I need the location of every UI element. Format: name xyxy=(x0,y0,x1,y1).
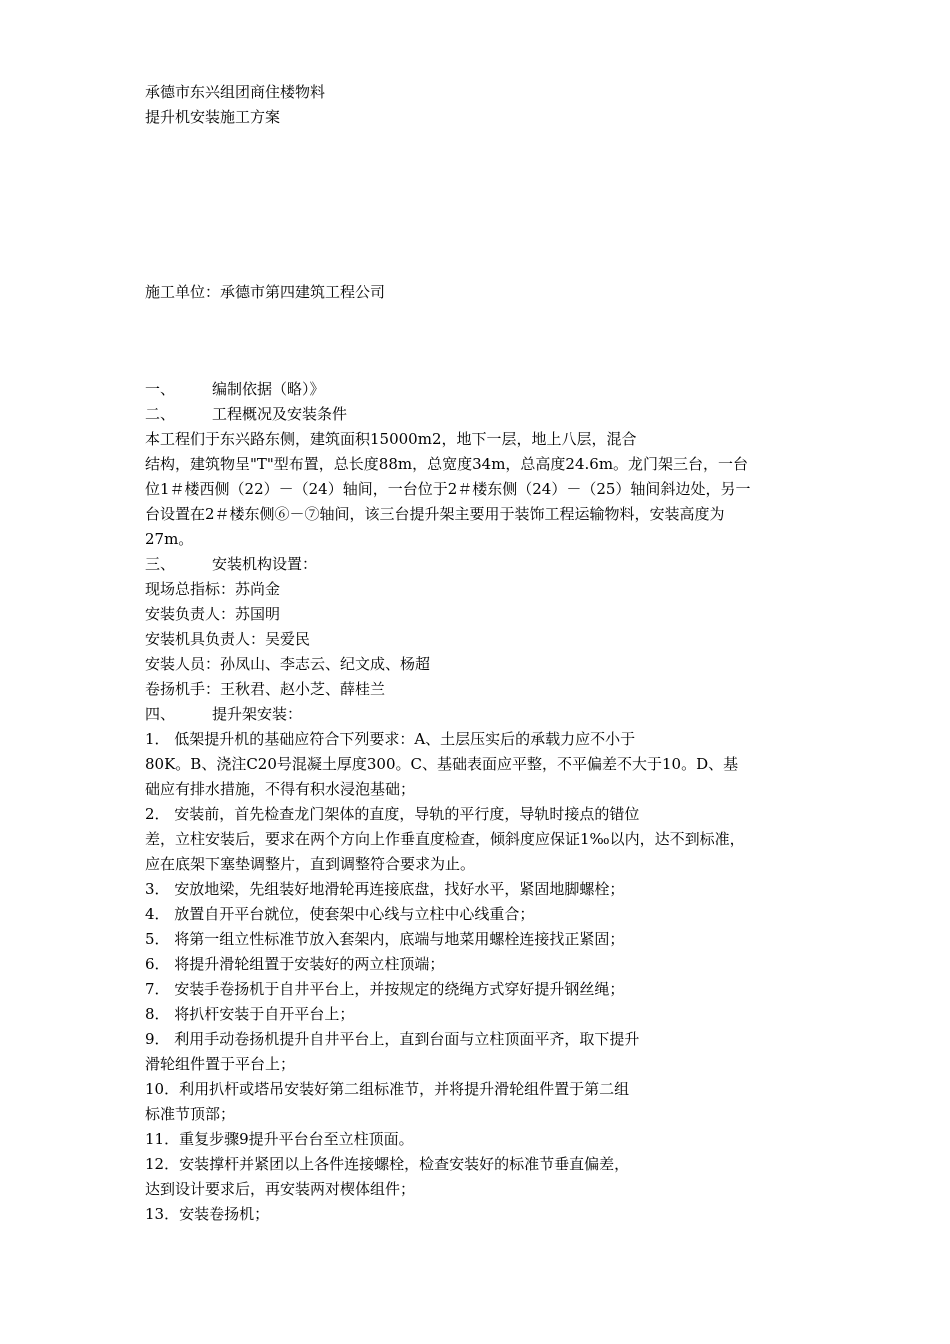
overview-line: 27m。 xyxy=(145,530,194,548)
staff-item: 安装机具负责人：吴爱民 xyxy=(145,630,311,648)
step-line: 11．重复步骤9提升平台台至立柱顶面。 xyxy=(145,1130,414,1148)
document-title-line-2: 提升机安装施工方案 xyxy=(145,108,281,126)
step-line: 6． 将提升滑轮组置于安装好的两立柱顶端； xyxy=(145,955,445,973)
section-heading-2 xyxy=(145,402,825,427)
section-number: 一、 xyxy=(145,380,176,398)
overview-line: 结构，建筑物呈"T"型布置，总长度88m，总宽度34m，总高度24.6m。龙门架三台，一台 xyxy=(145,455,749,473)
step-line: 13．安装卷扬机； xyxy=(145,1205,270,1223)
staff-item: 卷扬机手：王秋君、赵小芝、薛桂兰 xyxy=(145,680,386,698)
staff-item: 安装人员：孙凤山、李志云、纪文成、杨超 xyxy=(145,655,431,673)
step-line: 1． 低架提升机的基础应符合下列要求：A、土层压实后的承载力应不小于 xyxy=(145,730,636,748)
step-line: 3． 安放地梁，先组装好地滑轮再连接底盘，找好水平，紧固地脚螺栓； xyxy=(145,880,625,898)
section-label: 安装机构设置： xyxy=(212,555,318,573)
step-line: 滑轮组件置于平台上； xyxy=(145,1055,296,1073)
step-line: 应在底架下塞垫调整片，直到调整符合要求为止。 xyxy=(145,855,476,873)
step-line: 4． 放置自开平台就位，使套架中心线与立柱中心线重合； xyxy=(145,905,535,923)
construction-unit: 施工单位：承德市第四建筑工程公司 xyxy=(145,283,386,301)
step-line: 2． 安装前，首先检查龙门架体的直度，导轨的平行度，导轨时接点的错位 xyxy=(145,805,640,823)
section-number: 四、 xyxy=(145,705,176,723)
step-line: 9． 利用手动卷扬机提升自井平台上，直到台面与立柱顶面平齐，取下提升 xyxy=(145,1030,640,1048)
section-number: 三、 xyxy=(145,555,176,573)
step-line: 差，立柱安装后，要求在两个方向上作垂直度检查，倾斜度应保证1‰以内，达不到标准， xyxy=(145,830,745,848)
section-heading-1 xyxy=(145,377,825,402)
step-line: 5． 将第一组立性标准节放入套架内，底端与地菜用螺栓连接找正紧固； xyxy=(145,930,625,948)
step-line: 达到设计要求后，再安装两对楔体组件； xyxy=(145,1180,416,1198)
section-label: 工程概况及安装条件 xyxy=(212,405,348,423)
section-heading-3 xyxy=(145,552,825,577)
step-line: 10．利用扒杆或塔吊安装好第二组标准节，并将提升滑轮组件置于第二组 xyxy=(145,1080,630,1098)
overview-line: 台设置在2＃楼东侧⑥－⑦轴间，该三台提升架主要用于装饰工程运输物料，安装高度为 xyxy=(145,505,725,523)
section-heading-4 xyxy=(145,702,825,727)
document-body xyxy=(145,377,825,1227)
staff-item: 现场总指标：苏尚金 xyxy=(145,580,281,598)
staff-item: 安装负责人：苏国明 xyxy=(145,605,281,623)
section-label: 编制依据（略）》 xyxy=(212,380,325,398)
step-line: 80K。B、浇注C20号混凝土厚度300。C、基础表面应平整，不平偏差不大于10。D、基 xyxy=(145,755,739,773)
section-number: 二、 xyxy=(145,405,176,423)
step-line: 标准节顶部； xyxy=(145,1105,236,1123)
step-line: 7． 安装手卷扬机于自井平台上，并按规定的绕绳方式穿好提升钢丝绳； xyxy=(145,980,625,998)
step-line: 础应有排水措施，不得有积水浸泡基础； xyxy=(145,780,416,798)
overview-line: 位1＃楼西侧（22）－（24）轴间，一台位于2＃楼东侧（24）－（25）轴间斜边处，另一 xyxy=(145,480,751,498)
overview-line: 本工程们于东兴路东侧，建筑面积15000m2，地下一层，地上八层，混合 xyxy=(145,430,637,448)
document-title-line-1: 承德市东兴组团商住楼物料 xyxy=(145,83,326,101)
step-line: 12．安装撑杆并紧团以上各件连接螺栓，检查安装好的标准节垂直偏差， xyxy=(145,1155,630,1173)
section-label: 提升架安装： xyxy=(212,705,303,723)
step-line: 8． 将扒杆安装于自开平台上； xyxy=(145,1005,355,1023)
